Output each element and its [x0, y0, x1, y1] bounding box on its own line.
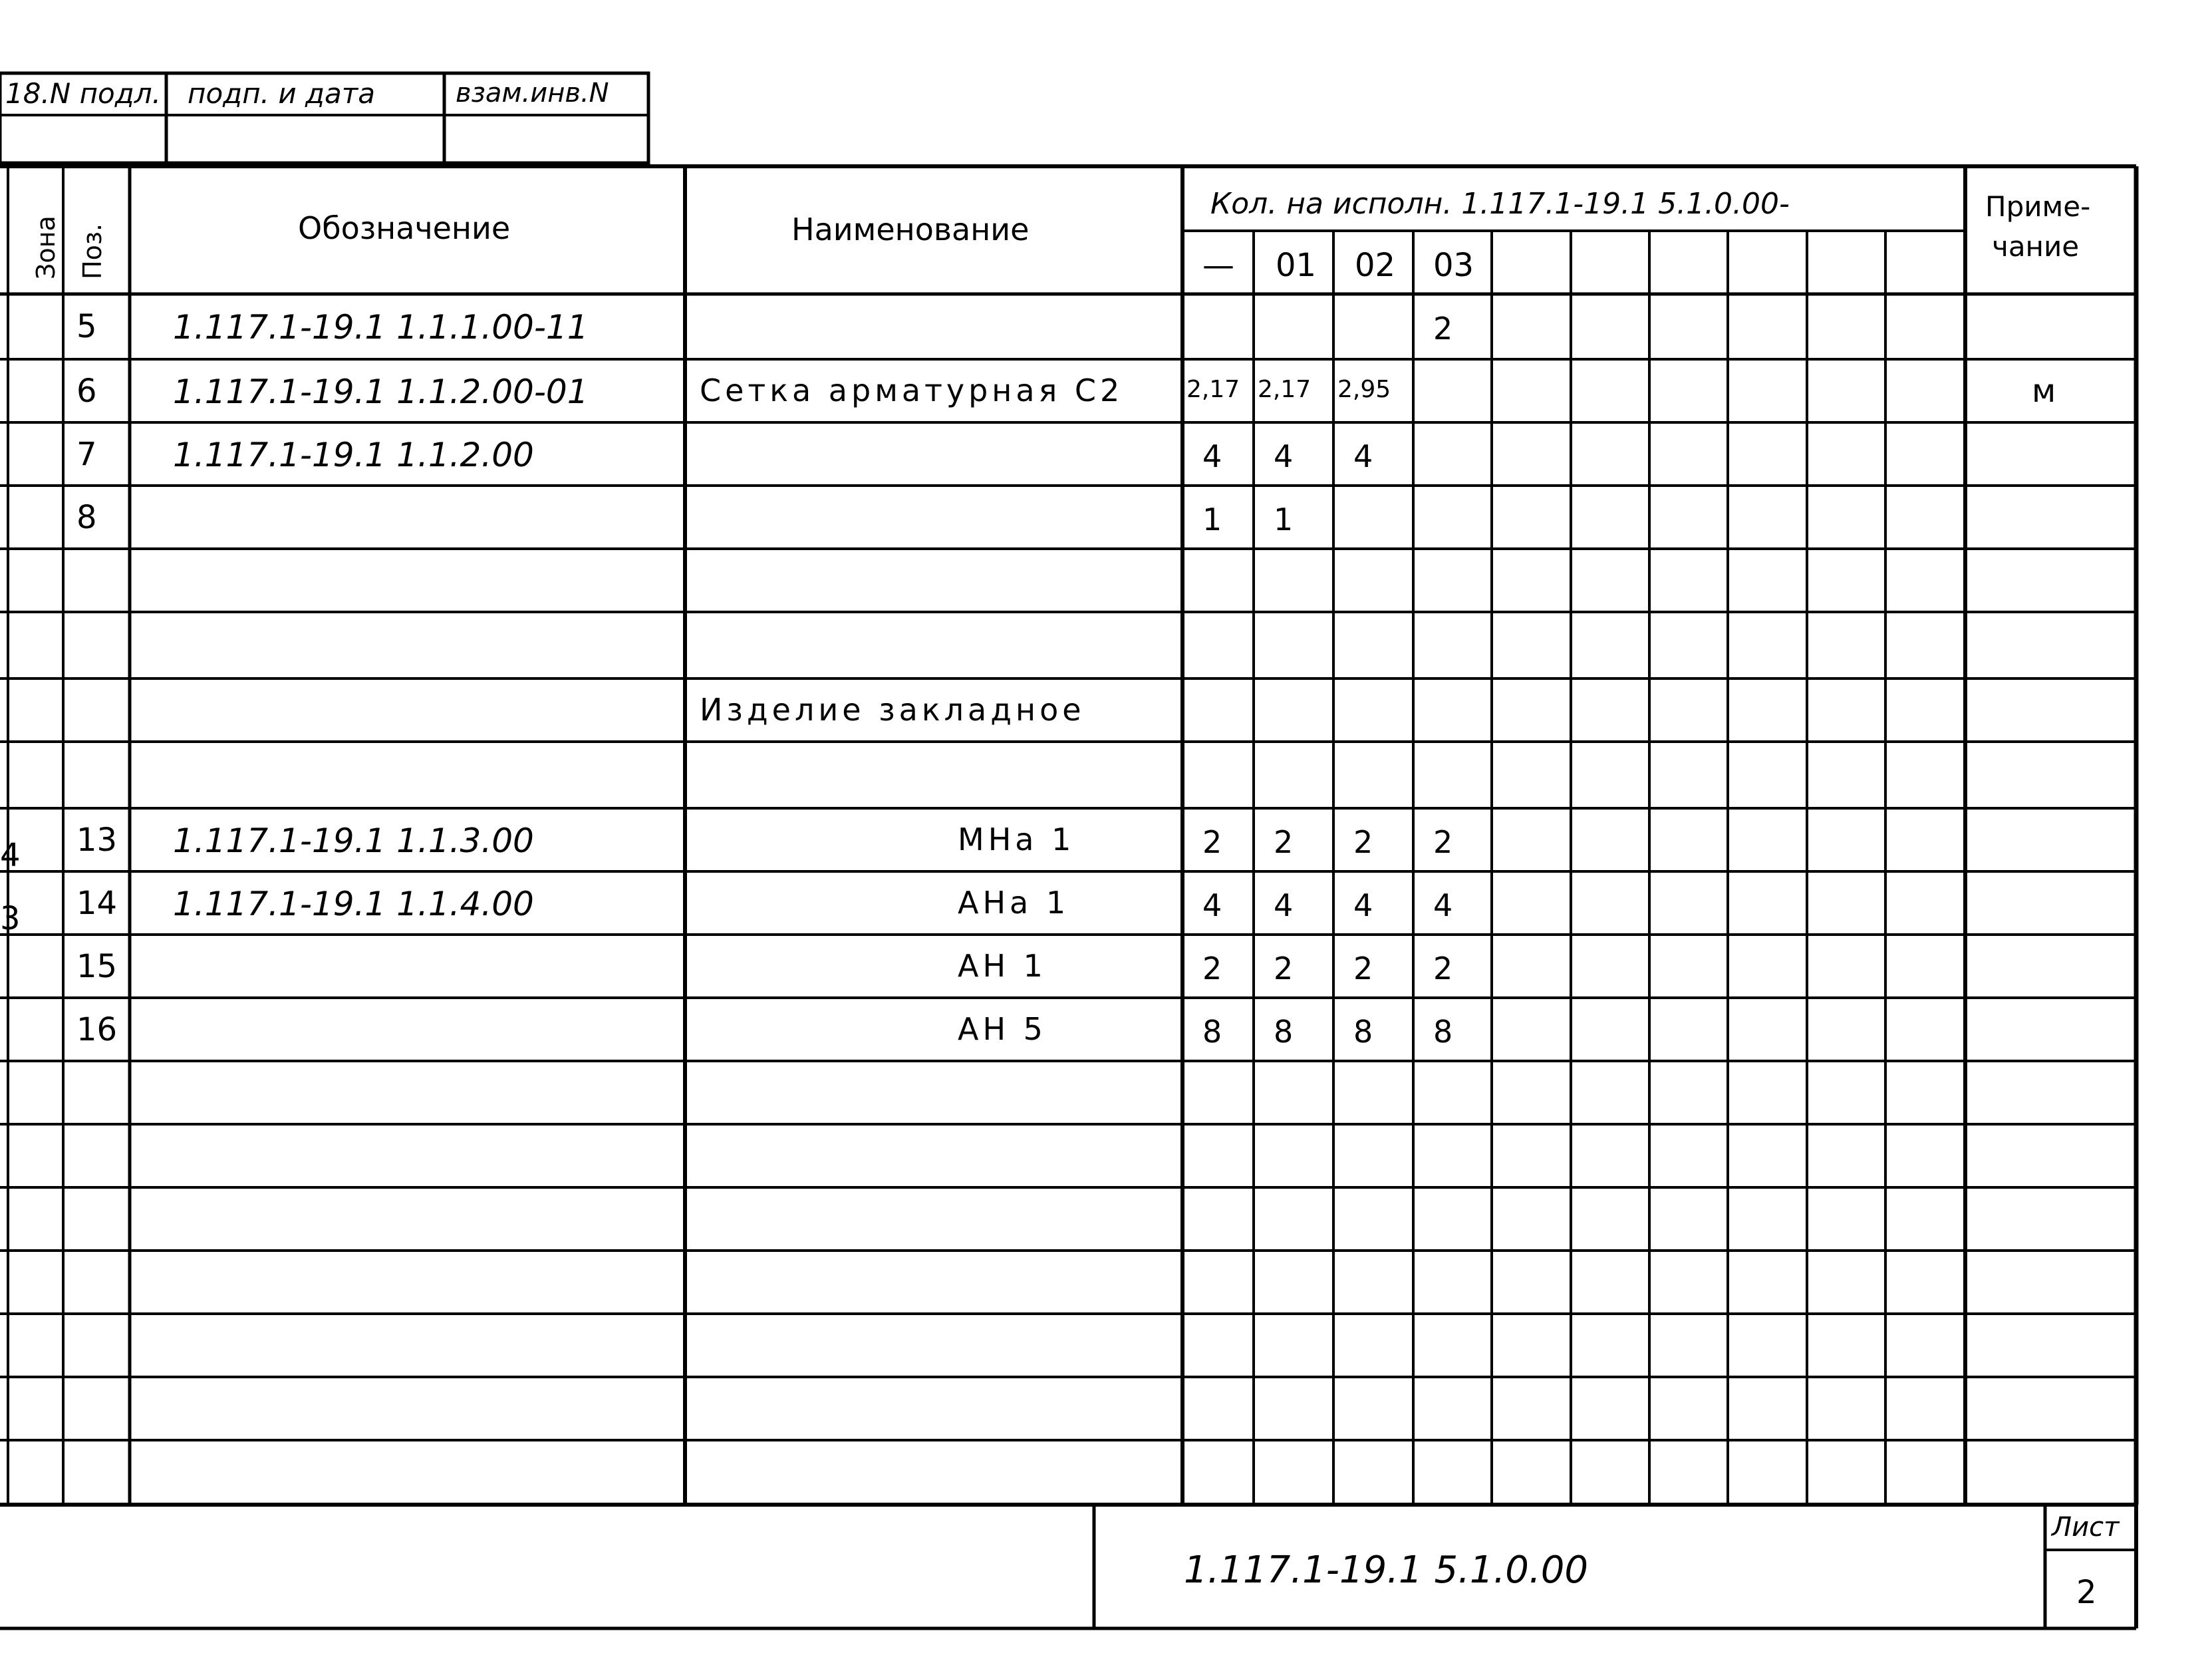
row-qty-0: 2	[1202, 824, 1222, 860]
row-oboznachenie: 1.117.1-19.1 1.1.2.00-01	[173, 372, 589, 411]
row-naimenovanie: АНа 1	[958, 884, 1070, 921]
row-qty-2: 2,95	[1337, 375, 1391, 403]
row-qty-2: 2	[1353, 824, 1373, 860]
row-poz: 16	[76, 1010, 118, 1048]
stamp-podp-data: подп. и дата	[188, 77, 375, 110]
row-naimenovanie: АН 1	[958, 947, 1047, 984]
row-qty-0: 8	[1202, 1013, 1222, 1050]
row-poz: 5	[76, 308, 97, 345]
stamp-vzam-inv: взам.инв.N	[456, 78, 609, 108]
row-qty-2: 8	[1353, 1013, 1373, 1050]
row-poz: 8	[76, 498, 97, 536]
header-poz: Поз.	[78, 223, 107, 279]
row-qty-2: 4	[1353, 887, 1373, 923]
row-qty-1: 4	[1274, 438, 1294, 474]
row-qty-1: 8	[1274, 1013, 1294, 1050]
row-qty-3: 2	[1433, 950, 1453, 986]
row-poz: 15	[76, 947, 118, 985]
header-kol: Кол. на исполн. 1.117.1-19.1 5.1.0.00-	[1210, 187, 1790, 221]
row-oboznachenie: 1.117.1-19.1 1.1.4.00	[173, 884, 534, 923]
row-poz: 7	[76, 435, 97, 473]
row-naimenovanie: АН 5	[958, 1010, 1047, 1047]
row-naimenovanie: Изделие закладное	[700, 691, 1085, 728]
header-oboznachenie: Обозначение	[298, 210, 511, 246]
row-oboznachenie: 1.117.1-19.1 1.1.3.00	[173, 821, 534, 860]
header-col-01: 01	[1276, 247, 1317, 284]
row-oboznachenie: 1.117.1-19.1 1.1.2.00	[173, 435, 534, 474]
row-qty-1: 2	[1274, 950, 1294, 986]
row-qty-0: 1	[1202, 501, 1222, 537]
header-primechanie-2: чание	[1992, 230, 2080, 263]
row-primechanie: м	[2032, 372, 2056, 410]
row-poz: 6	[76, 372, 97, 410]
row-qty-3: 8	[1433, 1013, 1453, 1050]
row-qty-1: 4	[1274, 887, 1294, 923]
row-qty-0: 4	[1202, 887, 1222, 923]
stamp-inv-podl: 18.N подл.	[5, 77, 161, 110]
row-qty-0: 2	[1202, 950, 1222, 986]
row-qty-1: 2,17	[1258, 375, 1312, 403]
row-oboznachenie: 1.117.1-19.1 1.1.1.00-11	[173, 308, 589, 347]
row-qty-3: 2	[1433, 311, 1453, 347]
list-number: 2	[2076, 1574, 2097, 1611]
row-poz: 13	[76, 821, 118, 859]
row-qty-2: 4	[1353, 438, 1373, 474]
header-col-02: 02	[1355, 247, 1396, 284]
row-qty-0: 4	[1202, 438, 1222, 474]
header-naimenovanie: Наименование	[791, 212, 1030, 247]
list-label: Лист	[2052, 1512, 2120, 1543]
row-poz: 14	[76, 884, 118, 922]
margin-mark: 4	[0, 837, 21, 874]
row-qty-3: 2	[1433, 824, 1453, 860]
header-primechanie-1: Приме-	[1985, 190, 2091, 223]
row-naimenovanie: МНа 1	[958, 821, 1075, 857]
header-col-dash: —	[1202, 247, 1234, 284]
row-qty-2: 2	[1353, 950, 1373, 986]
row-qty-3: 4	[1433, 887, 1453, 923]
doc-code: 1.117.1-19.1 5.1.0.00	[1184, 1549, 1588, 1592]
header-zona: Зона	[31, 216, 61, 279]
header-col-03: 03	[1433, 247, 1474, 284]
row-naimenovanie: Сетка арматурная С2	[700, 372, 1124, 408]
row-qty-1: 1	[1274, 501, 1294, 537]
row-qty-1: 2	[1274, 824, 1294, 860]
row-qty-0: 2,17	[1186, 375, 1240, 403]
margin-mark: 3	[0, 900, 21, 937]
